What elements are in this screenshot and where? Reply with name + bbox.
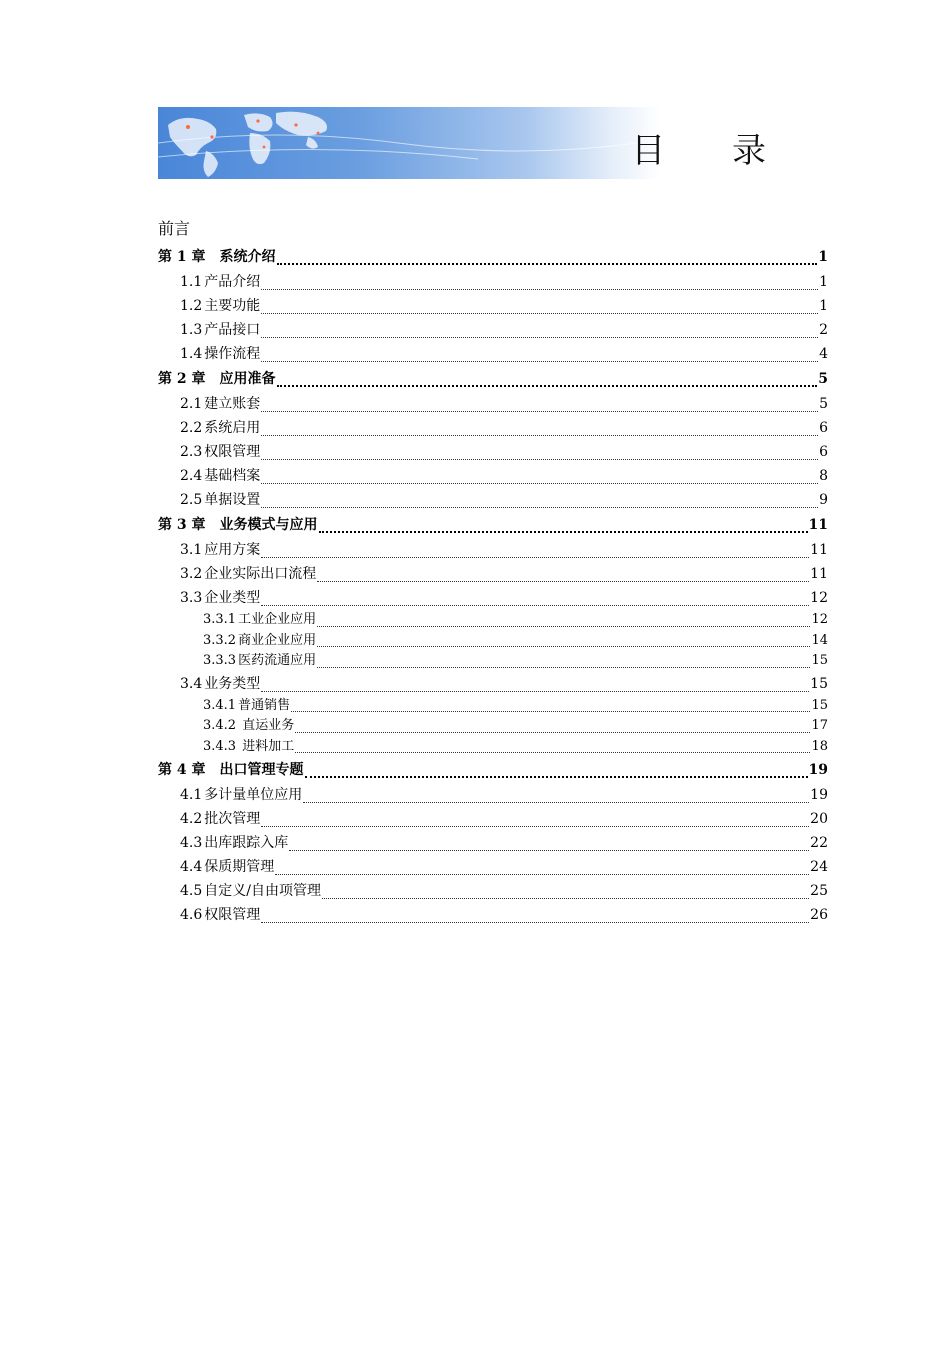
toc-entry-number: 第 4 章 — [158, 762, 206, 778]
toc-dot-leader — [317, 645, 810, 647]
toc-entry-label — [180, 672, 260, 696]
toc-page-number: 11 — [810, 542, 828, 558]
toc-entry-label — [158, 757, 304, 783]
toc-dot-leader — [317, 580, 809, 582]
toc-entry-number: 4.6 — [180, 907, 203, 923]
toc-entry-title: 批次管理 — [204, 811, 261, 827]
toc-page-number: 19 — [810, 787, 828, 803]
table-of-contents — [158, 214, 828, 927]
toc-entry-title: 基础档案 — [204, 468, 261, 484]
toc-page-number: 8 — [819, 468, 828, 484]
toc-section-entry[interactable] — [158, 855, 828, 879]
toc-chapter-entry[interactable] — [158, 244, 828, 270]
toc-page-number: 4 — [819, 346, 828, 362]
toc-entry-number: 1.2 — [180, 298, 203, 314]
toc-section-entry[interactable] — [158, 879, 828, 903]
toc-entry-number: 3.4.2 — [203, 718, 237, 733]
toc-page-number: 12 — [811, 612, 828, 627]
toc-entry-label — [180, 586, 260, 610]
toc-entry-number: 2.3 — [180, 444, 203, 460]
toc-dot-leader — [261, 556, 809, 558]
toc-entry-label — [203, 631, 316, 652]
toc-entry-label — [180, 879, 321, 903]
toc-entry-title: 应用准备 — [219, 371, 276, 387]
toc-entry-number: 3.3.1 — [203, 612, 237, 627]
toc-entry-title: 工业企业应用 — [238, 612, 317, 627]
toc-entry-label — [180, 831, 288, 855]
toc-dot-leader — [261, 604, 809, 606]
toc-dot-leader — [303, 801, 809, 803]
toc-page-number: 17 — [811, 718, 828, 733]
toc-entry-title: 商业企业应用 — [238, 632, 317, 648]
toc-dot-leader — [261, 410, 818, 412]
toc-entry-number: 2.4 — [180, 468, 203, 484]
toc-dot-leader — [261, 921, 809, 923]
toc-dot-leader — [261, 825, 809, 827]
toc-section-entry[interactable] — [158, 672, 828, 696]
toc-dot-leader — [261, 458, 818, 460]
toc-entry-number: 第 3 章 — [158, 517, 206, 533]
toc-entry-number: 1.4 — [180, 346, 203, 362]
toc-entry-number: 4.2 — [180, 811, 203, 827]
toc-entry-number: 3.2 — [180, 566, 203, 582]
toc-section-entry[interactable] — [158, 440, 828, 464]
toc-page-number: 1 — [818, 249, 828, 265]
toc-entry-title: 自定义/自由项管理 — [204, 883, 321, 899]
toc-entry-number: 3.4.1 — [203, 697, 237, 713]
toc-chapter-entry[interactable] — [158, 512, 828, 538]
toc-entry-number: 1.3 — [180, 322, 203, 338]
toc-entry-label — [180, 903, 260, 927]
toc-dot-leader — [275, 873, 809, 875]
toc-section-entry[interactable] — [158, 464, 828, 488]
toc-entry-number: 1.1 — [180, 274, 203, 290]
toc-section-entry[interactable] — [158, 807, 828, 831]
toc-subsection-entry[interactable] — [158, 737, 828, 758]
toc-entry-label — [158, 366, 276, 392]
toc-dot-leader — [277, 262, 818, 265]
toc-entry-label — [203, 610, 316, 631]
toc-page-number: 5 — [818, 371, 828, 387]
toc-entry-label — [180, 464, 260, 488]
toc-section-entry[interactable] — [158, 586, 828, 610]
toc-entry-label — [180, 783, 302, 807]
toc-entry-number: 4.3 — [180, 835, 203, 851]
toc-section-entry[interactable] — [158, 903, 828, 927]
toc-section-entry[interactable] — [158, 831, 828, 855]
toc-entry-title: 医药流通应用 — [238, 653, 317, 668]
toc-dot-leader — [291, 710, 810, 712]
toc-page-number: 18 — [811, 738, 828, 754]
toc-page-number: 5 — [819, 396, 828, 412]
toc-dot-leader — [295, 731, 810, 733]
toc-page-number: 15 — [811, 697, 828, 713]
toc-entry-title: 业务模式与应用 — [219, 517, 318, 533]
world-map-graphic — [158, 107, 638, 179]
toc-entry-title: 系统启用 — [204, 420, 261, 436]
toc-entry-number: 4.1 — [180, 787, 203, 803]
toc-page-number: 12 — [810, 590, 828, 606]
toc-section-entry[interactable] — [158, 783, 828, 807]
toc-entry-number: 3.3.3 — [203, 653, 237, 668]
toc-entry-title: 企业类型 — [204, 590, 261, 606]
toc-entry-label — [180, 855, 274, 879]
toc-entry-title: 出库跟踪入库 — [204, 835, 289, 851]
toc-dot-leader — [261, 288, 818, 290]
toc-page-number: 9 — [819, 492, 828, 508]
toc-entry-label — [203, 696, 290, 717]
toc-entry-label — [180, 562, 316, 586]
toc-dot-leader — [305, 775, 808, 778]
toc-entry-label — [180, 416, 260, 440]
toc-entry-title: 产品接口 — [204, 322, 261, 338]
toc-section-entry[interactable] — [158, 318, 828, 342]
toc-page-number: 14 — [811, 632, 828, 648]
toc-dot-leader — [261, 312, 818, 314]
toc-entry-title: 保质期管理 — [204, 859, 275, 875]
toc-dot-leader — [261, 506, 818, 508]
toc-section-entry[interactable] — [158, 538, 828, 562]
toc-page-number: 1 — [819, 298, 828, 314]
toc-entry-label — [180, 270, 260, 294]
toc-entry-label — [180, 342, 260, 366]
toc-entry-number: 3.3 — [180, 590, 203, 606]
toc-page-number: 25 — [810, 883, 828, 899]
toc-entry-title: 直运业务 — [238, 718, 295, 733]
toc-chapter-entry[interactable] — [158, 366, 828, 392]
toc-entry-label — [180, 318, 260, 342]
toc-entry-label — [180, 488, 260, 512]
toc-entry-title: 权限管理 — [204, 444, 261, 460]
toc-entry-number: 4.5 — [180, 883, 203, 899]
toc-entry-label — [180, 807, 260, 831]
toc-subsection-entry[interactable] — [158, 696, 828, 717]
toc-page-number: 26 — [810, 907, 828, 923]
toc-entry-title: 普通销售 — [238, 697, 291, 713]
toc-entry-title: 多计量单位应用 — [204, 787, 303, 803]
toc-entry-title: 建立账套 — [204, 396, 261, 412]
toc-entry-number: 4.4 — [180, 859, 203, 875]
toc-entry-label — [203, 737, 294, 758]
toc-entry-label — [180, 294, 260, 318]
page-title: 目 录 — [631, 131, 794, 171]
toc-dot-leader — [261, 336, 818, 338]
toc-entry-title: 操作流程 — [204, 346, 261, 362]
toc-section-entry[interactable] — [158, 270, 828, 294]
toc-subsection-entry[interactable] — [158, 610, 828, 631]
header-banner — [158, 107, 828, 179]
toc-chapter-entry[interactable] — [158, 757, 828, 783]
toc-page-number: 11 — [810, 566, 828, 582]
toc-entry-label — [180, 538, 260, 562]
toc-section-entry[interactable] — [158, 562, 828, 586]
toc-entry-number: 第 1 章 — [158, 249, 206, 265]
toc-dot-leader — [277, 384, 818, 387]
toc-dot-leader — [261, 434, 818, 436]
toc-entry-title: 产品介绍 — [204, 274, 261, 290]
toc-dot-leader — [319, 530, 808, 533]
toc-entry-number: 3.1 — [180, 542, 203, 558]
toc-section-entry[interactable] — [158, 342, 828, 366]
toc-entry-list — [158, 244, 828, 927]
toc-section-entry[interactable] — [158, 488, 828, 512]
toc-entry-number: 3.4 — [180, 675, 203, 692]
toc-page-number: 2 — [819, 322, 828, 338]
toc-entry-label — [158, 512, 318, 538]
toc-dot-leader — [261, 360, 818, 362]
toc-entry-title: 权限管理 — [204, 907, 261, 923]
toc-dot-leader — [317, 625, 810, 627]
toc-dot-leader — [261, 690, 809, 692]
toc-entry-label — [158, 244, 276, 270]
toc-entry-number: 3.3.2 — [203, 632, 237, 648]
toc-section-entry[interactable] — [158, 294, 828, 318]
toc-page-number: 1 — [819, 274, 828, 290]
toc-subsection-entry[interactable] — [158, 631, 828, 652]
toc-page-number: 6 — [819, 420, 828, 436]
toc-dot-leader — [289, 849, 809, 851]
toc-entry-number: 2.2 — [180, 420, 203, 436]
toc-entry-title: 应用方案 — [204, 542, 261, 558]
toc-dot-leader — [317, 666, 810, 668]
toc-entry-number: 第 2 章 — [158, 371, 206, 387]
toc-page-number: 15 — [811, 653, 828, 668]
toc-page-number: 22 — [810, 835, 828, 851]
toc-entry-number: 2.5 — [180, 492, 203, 508]
toc-entry-label — [180, 392, 260, 416]
toc-page-number: 20 — [810, 811, 828, 827]
toc-entry-label — [203, 651, 316, 672]
toc-entry-number: 2.1 — [180, 396, 203, 412]
toc-subsection-entry[interactable] — [158, 651, 828, 672]
toc-entry-title: 单据设置 — [204, 492, 261, 508]
toc-page-number: 6 — [819, 444, 828, 460]
toc-section-entry[interactable] — [158, 416, 828, 440]
toc-entry-label — [203, 716, 294, 737]
toc-entry-title: 主要功能 — [204, 298, 261, 314]
toc-entry-title: 出口管理专题 — [219, 762, 304, 778]
toc-entry-title: 系统介绍 — [219, 249, 276, 265]
toc-entry-title: 进料加工 — [238, 738, 295, 754]
toc-entry-number: 3.4.3 — [203, 738, 237, 754]
toc-entry-title: 企业实际出口流程 — [204, 566, 317, 582]
toc-page-number: 19 — [808, 762, 828, 778]
toc-preface[interactable]: 前言 — [158, 219, 191, 238]
toc-page-number: 24 — [810, 859, 828, 875]
toc-dot-leader — [295, 751, 810, 753]
toc-dot-leader — [322, 897, 809, 899]
toc-page-number: 11 — [808, 517, 828, 533]
toc-entry-label — [180, 440, 260, 464]
toc-entry-title: 业务类型 — [204, 675, 261, 692]
toc-dot-leader — [261, 482, 818, 484]
toc-page-number: 15 — [810, 675, 828, 692]
toc-subsection-entry[interactable] — [158, 716, 828, 737]
toc-section-entry[interactable] — [158, 392, 828, 416]
